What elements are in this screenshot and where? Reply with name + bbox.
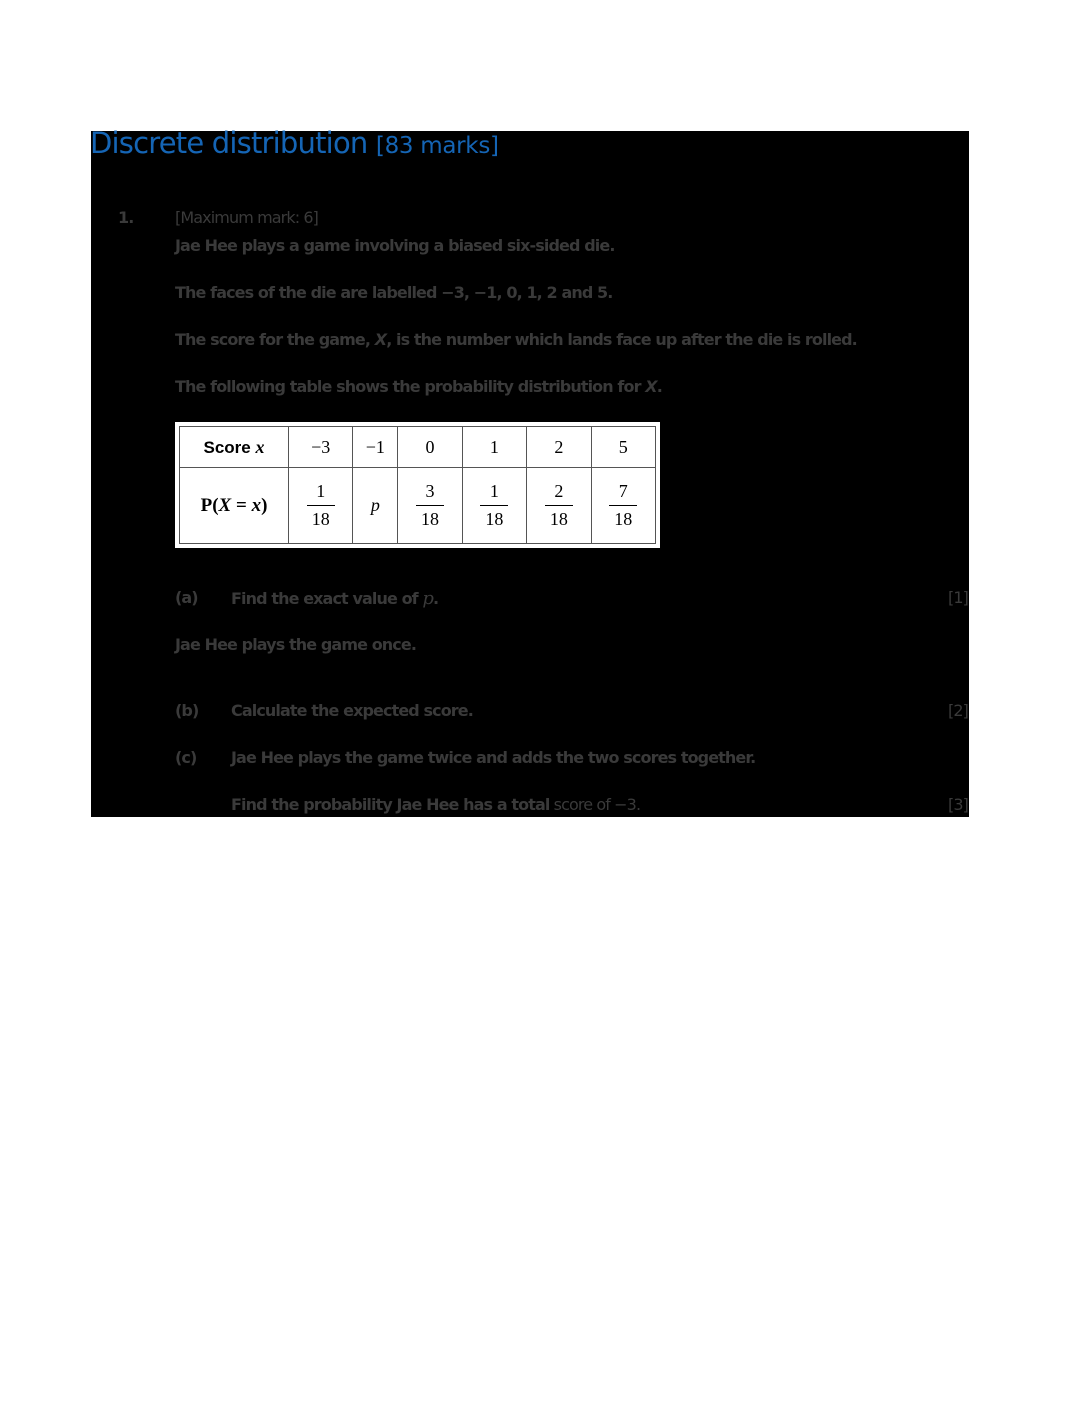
fraction-denominator: 18 (485, 509, 504, 529)
part-a-text (231, 588, 438, 609)
score-text-post: , is the number which lands face up after the die is rolled. (386, 330, 857, 349)
fraction-numerator: 2 (545, 481, 573, 506)
part-c-label: (c) (175, 748, 197, 767)
part-c-find-post: score of −3. (549, 795, 641, 814)
probability-cell (462, 468, 526, 544)
table-intro-var: X (645, 377, 657, 396)
probability-header-cell (180, 468, 289, 544)
max-mark: [Maximum mark: 6] (175, 208, 318, 227)
score-cell: 5 (591, 427, 655, 468)
score-cell: 0 (398, 427, 462, 468)
score-header-label: Score (203, 437, 251, 457)
probability-row (180, 468, 656, 544)
part-b-text: Calculate the expected score. (231, 701, 473, 720)
plays-once-text: Jae Hee plays the game once. (175, 635, 417, 654)
part-c-find-bold: total (511, 795, 550, 814)
score-header (204, 438, 265, 457)
fraction-denominator: 18 (311, 509, 330, 529)
part-a-var: p (422, 588, 434, 609)
probability-cell (398, 468, 462, 544)
part-c-find-pre: Find the probability Jae Hee has a (231, 795, 512, 814)
probability-cell (527, 468, 591, 544)
table-intro-text (175, 377, 662, 396)
part-b-marks: [2] (948, 701, 968, 720)
score-cell: 1 (462, 427, 526, 468)
probability-cell (591, 468, 655, 544)
part-b-label: (b) (175, 701, 199, 720)
intro-text: Jae Hee plays a game involving a biased six-sided die. (175, 236, 615, 255)
fraction (307, 481, 335, 530)
score-row (180, 427, 656, 468)
title-main: Discrete distribution (90, 126, 368, 160)
table-intro-pre: The following table shows the probability distribution for (175, 377, 646, 396)
fraction-denominator: 18 (420, 509, 439, 529)
part-c-text: Jae Hee plays the game twice and adds the two scores together. (231, 748, 756, 767)
page-title (90, 126, 499, 160)
probability-symbol: p (370, 495, 380, 515)
table-intro-post: . (656, 377, 662, 396)
score-text-pre: The score for the game, (175, 330, 375, 349)
p-label-pre: P( (200, 494, 219, 516)
part-a-label: (a) (175, 588, 198, 607)
score-cell: −3 (289, 427, 353, 468)
fraction-numerator: 1 (480, 481, 508, 506)
score-header-var: x (255, 436, 265, 457)
score-text-var: X (374, 330, 387, 349)
score-text (175, 330, 857, 349)
score-cell: −1 (353, 427, 398, 468)
fraction-numerator: 7 (609, 481, 637, 506)
part-a-text-post: . (433, 589, 439, 608)
p-label-post: ) (261, 494, 268, 516)
p-label-mid: = (231, 494, 252, 516)
fraction-denominator: 18 (614, 509, 633, 529)
p-label-var2: x (251, 494, 262, 516)
fraction-numerator: 1 (307, 481, 335, 506)
question-number: 1. (118, 208, 134, 227)
score-header-cell (180, 427, 289, 468)
fraction (609, 481, 637, 530)
fraction-numerator: 3 (416, 481, 444, 506)
fraction (480, 481, 508, 530)
score-cell: 2 (527, 427, 591, 468)
probability-table (175, 422, 660, 548)
part-c-marks: [3] (948, 795, 968, 814)
part-c-find-text (231, 795, 640, 814)
title-marks: [83 marks] (375, 133, 499, 159)
part-a-marks: [1] (948, 588, 968, 607)
faces-text: The faces of the die are labelled −3, −1, 0, 1, 2 and 5. (175, 283, 613, 302)
p-label-var: X (218, 494, 232, 516)
fraction (416, 481, 444, 530)
probability-cell (289, 468, 353, 544)
fraction-denominator: 18 (549, 509, 568, 529)
probability-header (201, 495, 268, 516)
fraction (545, 481, 573, 530)
probability-cell (353, 468, 398, 544)
part-a-text-pre: Find the exact value of (231, 589, 423, 608)
